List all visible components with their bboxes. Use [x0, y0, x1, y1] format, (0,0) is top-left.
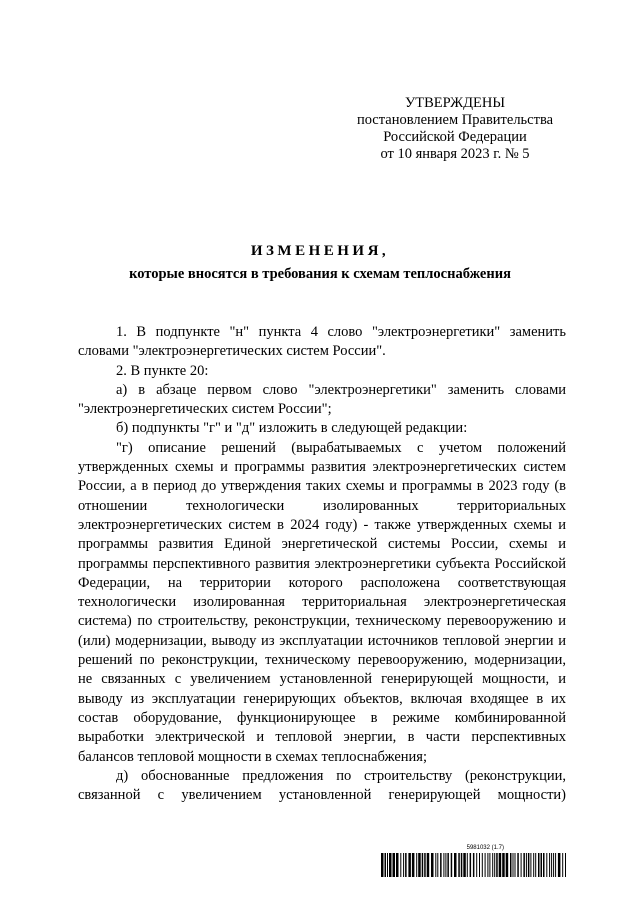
- document-title: ИЗМЕНЕНИЯ,: [250, 243, 390, 259]
- barcode-graphic: [381, 853, 566, 877]
- paragraph-subitem-g: "г) описание решений (вырабатываемых с учетом положений утвержденных схемы и программы развития электроэнергетических систем России, а в период до утверждения таких схемы и программы в 2023 году (в отношении технологически изолированных территориальных электроэнергетических систем в 2024 году) - также утвержденных схемы и программы развития Единой энергетической системы России, схемы и программы перспективного развития электроэнергетики субъекта Российской Федерации, на территории которого расположена соответствующая технологически изолированная территориальная электроэнергетическая система) по строительству, реконструкции, техническому перевооружению и (или) модернизации, выводу из эксплуатации источников тепловой энергии и решений по реконструкции, техническому перевооружению, модернизации, не связанных с увеличением установленной генерирующей мощности, и выводу из эксплуатации генерирующих объектов, включая входящее в их состав оборудование, функционирующее в режиме комбинированной выработки электрической и тепловой энергии, в части перспективных балансов тепловой мощности в схемах теплоснабжения;: [78, 439, 566, 765]
- approval-line-date: от 10 января 2023 г. № 5: [380, 146, 530, 162]
- approval-block: [345, 95, 565, 163]
- paragraph-item-2b: б) подпункты "г" и "д" изложить в следующей редакции:: [116, 420, 468, 437]
- document-barcode: [381, 845, 566, 877]
- barcode-number: 5981032 (1.7): [466, 845, 504, 851]
- document-body: [78, 323, 566, 805]
- approval-line-approved: УТВЕРЖДЕНЫ: [404, 95, 506, 111]
- paragraph-item-1: 1. В подпункте "н" пункта 4 слово "электроэнергетики" заменить словами "электроэнергетических систем России".: [78, 324, 566, 360]
- paragraph-item-2a: а) в абзаце первом слово "электроэнергетики" заменить словами "электроэнергетических систем России";: [78, 381, 566, 418]
- approval-line-government: Российской Федерации: [383, 129, 527, 145]
- approval-line-resolution: постановлением Правительства: [356, 112, 554, 128]
- paragraph-item-2: 2. В пункте 20:: [116, 362, 209, 379]
- paragraph-subitem-d: д) обоснованные предложения по строительству (реконструкции, связанной с увеличением установленной генерирующей мощности): [78, 767, 566, 804]
- document-subtitle: которые вносятся в требования к схемам теплоснабжения: [129, 266, 511, 282]
